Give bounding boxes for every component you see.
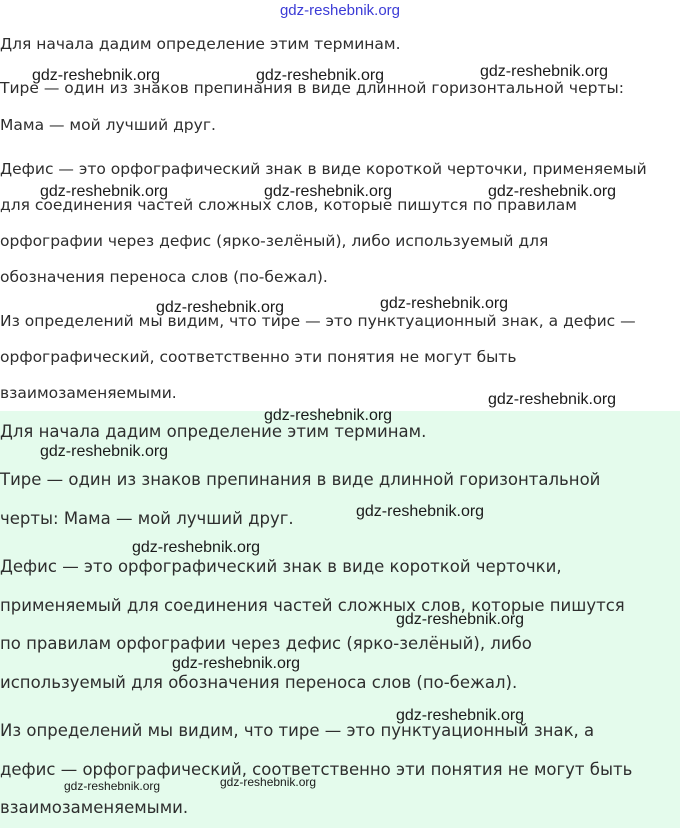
watermark: gdz-reshebnik.org xyxy=(40,183,169,200)
watermark: gdz-reshebnik.org xyxy=(220,775,317,789)
block2-line-6: по правилам орфографии через дефис (ярко-зелёный), либо xyxy=(0,634,532,653)
block2-line-3: черты: Мама — мой лучший друг. xyxy=(0,509,294,528)
block2-line-7: используемый для обозначения переноса слов (по-бежал). xyxy=(0,673,518,692)
block1-line-7: обозначения переноса слов (по-бежал). xyxy=(0,268,328,286)
watermark: gdz-reshebnik.org xyxy=(40,443,169,460)
block1-line-3: Мама — мой лучший друг. xyxy=(0,116,216,134)
block1-line-6: орфографии через дефис (ярко-зелёный), либо используемый для xyxy=(0,232,549,250)
block1-line-5: для соединения частей сложных слов, которые пишутся по правилам xyxy=(0,196,577,214)
watermark: gdz-reshebnik.org xyxy=(32,67,161,84)
block2-line-4: Дефис — это орфографический знак в виде короткой черточки, xyxy=(0,557,562,576)
watermark: gdz-reshebnik.org xyxy=(396,707,525,724)
watermark: gdz-reshebnik.org xyxy=(396,611,525,628)
watermark: gdz-reshebnik.org xyxy=(380,295,509,312)
block1-line-4: Дефис — это орфографический знак в виде короткой черточки, применяемый xyxy=(0,160,647,178)
site-header xyxy=(0,0,680,22)
block2-line-9: дефис — орфографический, соответственно эти понятия не могут быть xyxy=(0,760,633,779)
watermark: gdz-reshebnik.org xyxy=(132,539,261,556)
block1-line-10: взаимозаменяемыми. xyxy=(0,384,177,402)
watermark: gdz-reshebnik.org xyxy=(264,183,393,200)
watermark: gdz-reshebnik.org xyxy=(264,407,393,424)
watermark: gdz-reshebnik.org xyxy=(480,63,609,80)
watermark: gdz-reshebnik.org xyxy=(156,299,285,316)
block2-line-5: применяемый для соединения частей сложных слов, которые пишутся xyxy=(0,596,625,615)
watermark: gdz-reshebnik.org xyxy=(488,391,617,408)
watermark: gdz-reshebnik.org xyxy=(64,779,161,793)
watermark: gdz-reshebnik.org xyxy=(256,67,385,84)
block2-line-1: Для начала дадим определение этим терминам. xyxy=(0,422,427,441)
block2-line-2: Тире — один из знаков препинания в виде длинной горизонтальной xyxy=(0,470,601,489)
block1-line-9: орфографический, соответственно эти понятия не могут быть xyxy=(0,348,517,366)
site-link[interactable]: gdz-reshebnik.org xyxy=(279,2,401,19)
watermark: gdz-reshebnik.org xyxy=(488,183,617,200)
block1-line-8: Из определений мы видим, что тире — это пунктуационный знак, а дефис — xyxy=(0,312,636,330)
block2-line-8: Из определений мы видим, что тире — это пунктуационный знак, а xyxy=(0,721,595,740)
block1-line-1: Для начала дадим определение этим терминам. xyxy=(0,35,401,53)
watermark: gdz-reshebnik.org xyxy=(356,503,485,520)
watermark: gdz-reshebnik.org xyxy=(172,655,301,672)
block1-line-2: Тире — один из знаков препинания в виде длинной горизонтальной черты: xyxy=(0,79,624,97)
block2-line-10: взаимозаменяемыми. xyxy=(0,798,189,817)
